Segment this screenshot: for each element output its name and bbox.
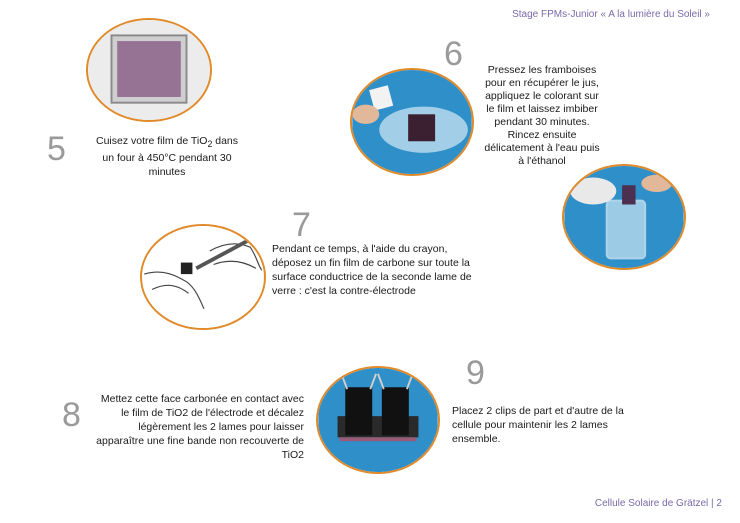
step-5-number: 5 — [47, 130, 66, 168]
step-5-text-a: Cuisez votre film de TiO — [95, 135, 208, 147]
photo-binder-clips — [316, 366, 440, 474]
photo-pencil-drawing — [140, 224, 266, 330]
step-5-text-b: dans un four à 450°C pendant 30 minutes — [102, 135, 238, 179]
step-6-text: Pressez les framboises pour en récupérer le jus, appliquez le colorant sur le film et laissez imbiber pendant 30 minutes. Rincez ensuite délicatement à l'eau puis à l'éthanol — [484, 64, 600, 167]
footer-text: Cellule Solaire de Grätzel | 2 — [594, 498, 722, 509]
step-9-text: Placez 2 clips de part et d'autre de la cellule pour maintenir les 2 lames ensemble. — [452, 405, 624, 445]
photo-tio2-film — [86, 18, 212, 122]
step-5-text-sub: 2 — [207, 139, 213, 150]
step-6-number: 6 — [444, 35, 463, 73]
step-7-number: 7 — [292, 206, 311, 244]
step-5-text — [92, 134, 242, 179]
photo-raspberry-dye — [350, 68, 474, 176]
step-8-text: Mettez cette face carbonée en contact avec le film de TiO2 de l'électrode et décalez légèrement les 2 lames pour laisser apparaître une fine bande non recouverte de TiO2 — [96, 393, 304, 461]
header-title: Stage FPMs-Junior « A la lumière du Soleil » — [512, 9, 710, 20]
photo-rinse-beaker — [562, 164, 686, 270]
step-8-number: 8 — [62, 396, 81, 434]
step-9-number: 9 — [466, 354, 485, 392]
step-7-text: Pendant ce temps, à l'aide du crayon, déposez un fin film de carbone sur toute la surface conductrice de la seconde lame de verre : c'est la contre-électrode — [272, 243, 472, 297]
